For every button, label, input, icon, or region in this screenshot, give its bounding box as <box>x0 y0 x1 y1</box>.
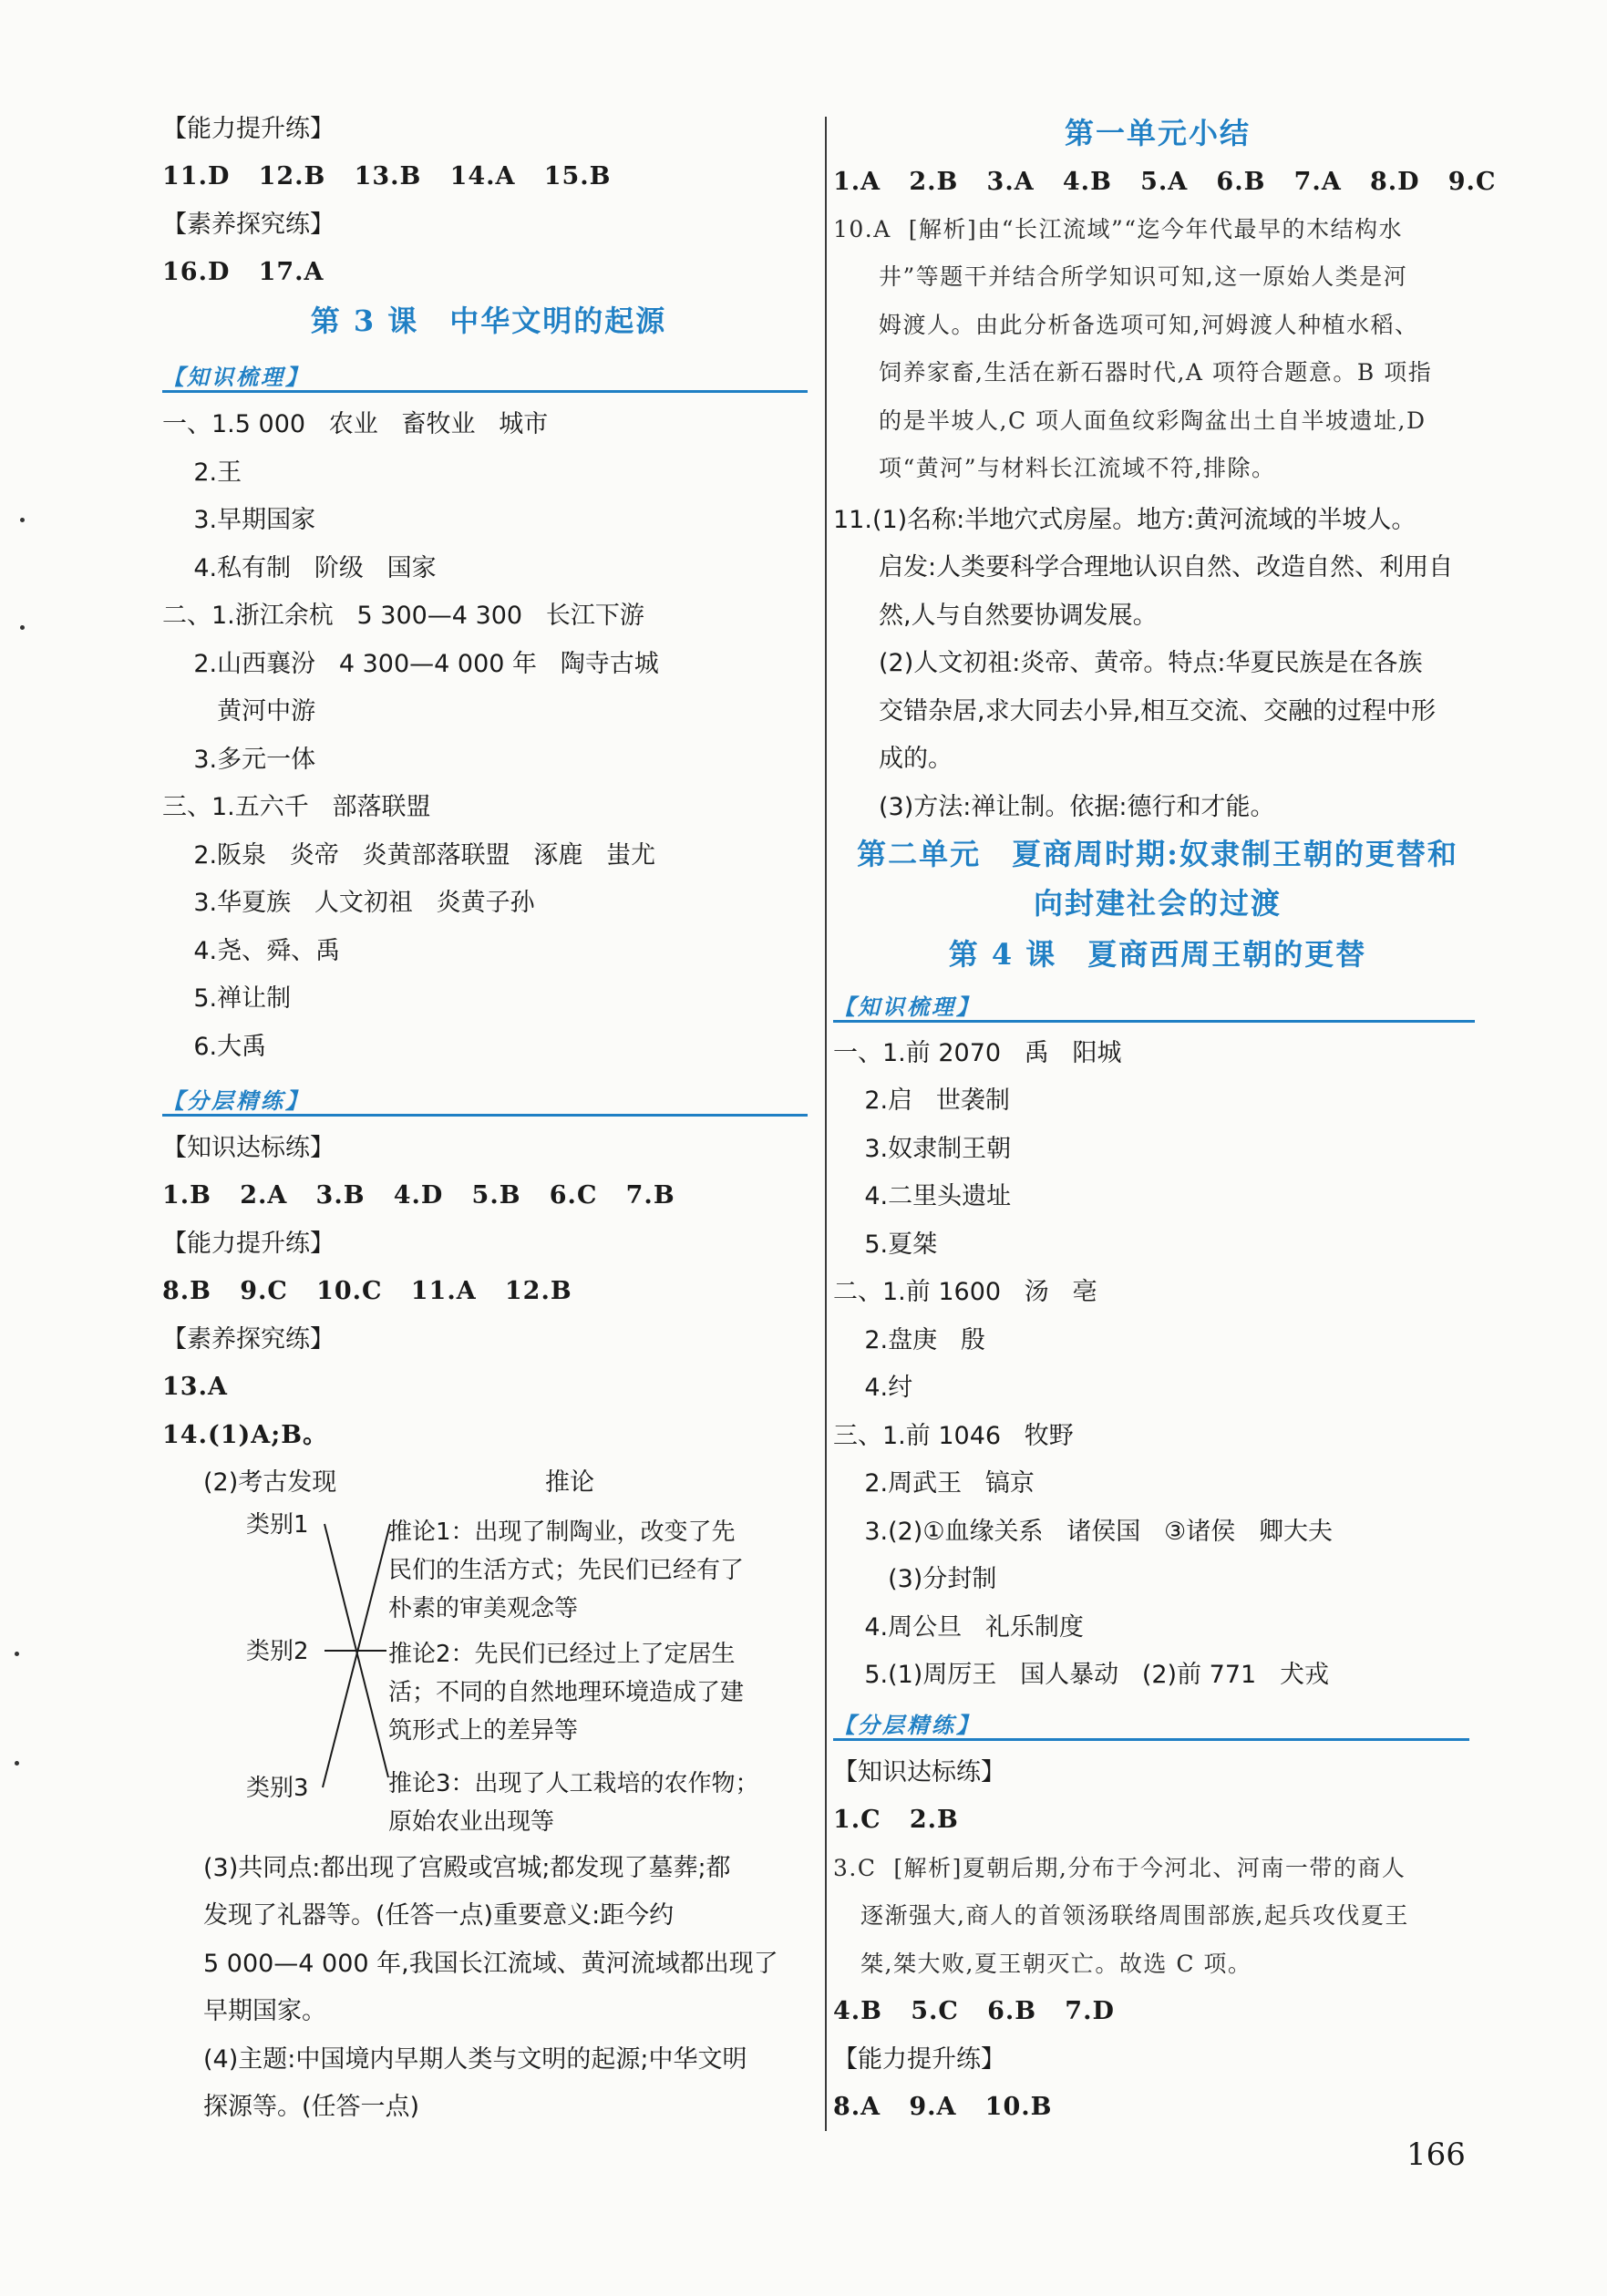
diagram-head-left: (2)考古发现 <box>203 1468 337 1497</box>
knowledge-line: 二、1.前 1600 汤 亳 <box>833 1278 1097 1306</box>
section-rule <box>833 1020 1475 1023</box>
section-label: 【知识达标练】 <box>162 1134 335 1162</box>
answer-row: 8.B 9.C 10.C 11.A 12.B <box>162 1277 572 1305</box>
unit-title: 向封建社会的过渡 <box>1033 886 1282 921</box>
explanation-line: 逐渐强大,商人的首领汤联络周围部族,起兵攻伐夏王 <box>860 1902 1409 1929</box>
inference-1-line: 朴素的审美观念等 <box>388 1595 579 1622</box>
answer-row: 1.B 2.A 3.B 4.D 5.B 6.C 7.B <box>162 1181 675 1210</box>
knowledge-line: 一、1.5 000 农业 畜牧业 城市 <box>162 410 549 438</box>
answer-row: 14.(1)A;B。 <box>162 1421 329 1449</box>
knowledge-line: 4.私有制 阶级 国家 <box>162 554 437 582</box>
knowledge-line: 3.奴隶制王朝 <box>833 1135 1012 1163</box>
answer-line: 成的。 <box>879 745 953 773</box>
explanation-line: 的是半坡人,C 项人面鱼纹彩陶盆出土自半坡遗址,D <box>879 407 1427 434</box>
knowledge-line: 3.华夏族 人文初祖 炎黄子孙 <box>162 889 535 917</box>
answer-row: 1.C 2.B <box>833 1806 959 1834</box>
answer-row: 1.A 2.B 3.A 4.B 5.A 6.B 7.A 8.D 9.C <box>833 168 1497 196</box>
knowledge-line: 黄河中游 <box>162 697 316 726</box>
inference-1-line: 推论1：出现了制陶业，改变了先 <box>388 1519 736 1546</box>
knowledge-line: 三、1.前 1046 牧野 <box>833 1422 1074 1450</box>
answer-line: 5 000—4 000 年,我国长江流域、黄河流域都出现了 <box>203 1950 778 1978</box>
diagram-head-right: 推论 <box>545 1468 594 1497</box>
knowledge-line: 2.王 <box>162 458 242 487</box>
inference-3-line: 推论3：出现了人工栽培的农作物； <box>388 1770 759 1797</box>
knowledge-line: 2.启 世袭制 <box>833 1086 1010 1115</box>
inference-3-line: 原始农业出现等 <box>388 1808 555 1836</box>
category-2: 类别2 <box>246 1638 309 1665</box>
knowledge-tag: 【知识梳理】 <box>162 365 310 390</box>
explanation-line: 项“黄河”与材料长江流域不符,排除。 <box>879 455 1276 481</box>
explanation-line: 饲养家畜,生活在新石器时代,A 项符合题意。B 项指 <box>879 359 1433 386</box>
answer-line: (4)主题:中国境内早期人类与文明的起源;中华文明 <box>203 2045 747 2074</box>
inference-2-line: 活；不同的自然地理环境造成了建 <box>388 1679 745 1706</box>
section-label: 【素养探究练】 <box>162 1325 335 1354</box>
knowledge-line: 5.禅让制 <box>162 984 292 1013</box>
answer-line: 交错杂居,求大同去小异,相互交流、交融的过程中形 <box>879 697 1437 726</box>
knowledge-line: 4.二里头遗址 <box>833 1182 1012 1210</box>
section-label: 【知识达标练】 <box>833 1758 1005 1786</box>
column-divider <box>825 117 827 2131</box>
inference-2-line: 筑形式上的差异等 <box>388 1717 579 1745</box>
section-label: 【能力提升练】 <box>162 1230 335 1258</box>
explanation-line: 3.C [解析]夏朝后期,分布于今河北、河南一带的商人 <box>833 1855 1406 1881</box>
knowledge-line: 4.周公旦 礼乐制度 <box>833 1613 1084 1642</box>
answer-line: (3)方法:禅让制。依据:德行和才能。 <box>879 793 1275 821</box>
answer-line: (2)人文初祖:炎帝、黄帝。特点:华夏民族是在各族 <box>879 649 1423 677</box>
explanation-line: 10.A [解析]由“长江流域”“迄今年代最早的木结构水 <box>833 216 1404 242</box>
answer-row: 11.D 12.B 13.B 14.A 15.B <box>162 162 612 190</box>
margin-dot <box>15 1652 19 1656</box>
answer-line: 发现了礼器等。(任答一点)重要意义:距今约 <box>203 1901 675 1930</box>
knowledge-line: 3.(2)①血缘关系 诸侯国 ③诸侯 卿大夫 <box>833 1518 1333 1546</box>
knowledge-line: (3)分封制 <box>833 1565 997 1593</box>
answer-line: 然,人与自然要协调发展。 <box>879 602 1158 630</box>
page-number: 166 <box>1406 2136 1466 2173</box>
inference-1-line: 民们的生活方式；先民们已经有了 <box>388 1557 745 1584</box>
lesson-title: 第 3 课 中华文明的起源 <box>310 304 667 338</box>
margin-dot <box>20 518 25 522</box>
knowledge-line: 二、1.浙江余杭 5 300—4 300 长江下游 <box>162 602 644 630</box>
knowledge-line: 一、1.前 2070 禹 阳城 <box>833 1039 1122 1067</box>
knowledge-line: 2.阪泉 炎帝 炎黄部落联盟 涿鹿 蚩尤 <box>162 841 656 870</box>
knowledge-line: 2.周武王 镐京 <box>833 1469 1035 1498</box>
answer-line: 启发:人类要科学合理地认识自然、改造自然、利用自 <box>879 553 1454 582</box>
answer-line: 11.(1)名称:半地穴式房屋。地方:黄河流域的半坡人。 <box>833 506 1416 534</box>
answer-row: 13.A <box>162 1373 228 1401</box>
answer-line: 探源等。(任答一点) <box>203 2093 420 2121</box>
margin-dot <box>20 625 25 630</box>
explanation-line: 井”等题干并结合所学知识可知,这一原始人类是河 <box>879 263 1408 290</box>
explanation-line: 桀,桀大败,夏王朝灭亡。故选 C 项。 <box>860 1951 1252 1977</box>
knowledge-line: 4.尧、舜、禹 <box>162 937 341 965</box>
section-rule <box>833 1738 1469 1741</box>
answer-row: 4.B 5.C 6.B 7.D <box>833 1997 1115 2025</box>
knowledge-line: 5.(1)周厉王 国人暴动 (2)前 771 犬戎 <box>833 1661 1329 1689</box>
explanation-line: 姆渡人。由此分析备选项可知,河姆渡人种植水稻、 <box>879 312 1419 338</box>
section-label: 【素养探究练】 <box>162 211 335 239</box>
margin-dot <box>15 1761 19 1766</box>
knowledge-tag: 【知识梳理】 <box>833 994 981 1020</box>
unit-title: 第二单元 夏商周时期:奴隶制王朝的更替和 <box>857 837 1458 871</box>
inference-2-line: 推论2：先民们已经过上了定居生 <box>388 1641 736 1668</box>
knowledge-line: 3.多元一体 <box>162 746 316 774</box>
answer-line: (3)共同点:都出现了宫殿或宫城;都发现了墓葬;都 <box>203 1854 731 1882</box>
knowledge-line: 2.山西襄汾 4 300—4 000 年 陶寺古城 <box>162 650 659 678</box>
lesson-title: 第 4 课 夏商西周王朝的更替 <box>948 937 1367 972</box>
knowledge-line: 5.夏桀 <box>833 1230 938 1259</box>
practice-tag: 【分层精练】 <box>162 1088 310 1114</box>
knowledge-line: 4.纣 <box>833 1374 913 1402</box>
unit-summary-title: 第一单元小结 <box>1064 116 1251 150</box>
knowledge-line: 三、1.五六千 部落联盟 <box>162 793 431 821</box>
answer-row: 8.A 9.A 10.B <box>833 2093 1053 2121</box>
section-label: 【能力提升练】 <box>162 115 335 143</box>
answer-row: 16.D 17.A <box>162 258 324 286</box>
knowledge-line: 3.早期国家 <box>162 506 316 534</box>
knowledge-line: 2.盘庚 殷 <box>833 1326 985 1354</box>
answer-line: 早期国家。 <box>203 1997 326 2025</box>
category-3: 类别3 <box>246 1775 309 1802</box>
practice-tag: 【分层精练】 <box>833 1713 981 1738</box>
section-label: 【能力提升练】 <box>833 2045 1005 2074</box>
knowledge-line: 6.大禹 <box>162 1033 267 1061</box>
category-1: 类别1 <box>246 1511 309 1539</box>
